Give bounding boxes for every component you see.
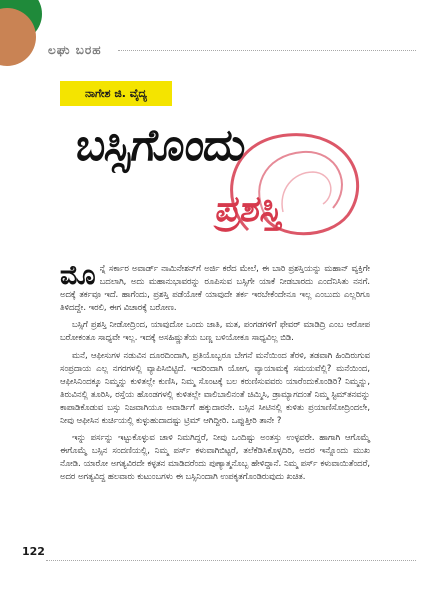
paragraph-2: ಬಸ್ಸಿಗೆ ಪ್ರಶಸ್ತಿ ನೀಡೋದ್ರಿಂದ, ಯಾವುದೋ ಒಂದು ಜಾತಿ, ಮತ, ಪಂಗಡಗಳಿಗೆ ಫೇವರ್ ಮಾಡಿದ್ರಿ ಎಂಬ ಆರೋಪ ಬರೋಕಂತೂ ಸಾಧ್ಯವೇ ಇಲ್ಲ. ಇದಕ್ಕೆ ಅಸಹಿಷ್ಣುತೆಯ ಬಣ್ಣ ಬಳಿಯೋಕೂ ಸಾಧ್ಯವಿಲ್ಲ ಬಿಡಿ. [60,319,370,343]
footer-divider [46,560,416,561]
article-body [60,262,370,488]
title-line-2: ಪ್ರಶಸ್ತಿ [213,188,285,230]
paragraph-1-text: ನ್ನೆ ಸರ್ಕಾರ ಅವಾರ್ಡ್ ನಾಮಿನೇಶನ್‌ಗೆ ಅರ್ಜಿ ಕರೆದ ಮೇಲೆ, ಈ ಬಾರಿ ಪ್ರಶಸ್ತಿಯನ್ನು ಮಹಾನ್ ವ್ಯಕ್ತಿಗೇ ಬದಲಾಗಿ, ಅದು ಮಹಾನುಭಾವರನ್ನು ರೂಪಿಸುವ ಬಸ್ಸಿಗೇ ಯಾಕೆ ನೀಡಬಾರದು ಎಂದೆನಿಸಿತು ನನಗೆ. ಅದಕ್ಕೆ ತರ್ಕವೂ ಇದೆ. ಹಾಗೆಂದು, ಪ್ರಶಸ್ತಿ ಪಡೆಯೋಕೆ ಯಾವುದೇ ತರ್ಕ ಇರಬೇಕೆಂದೇನೂ ಇಲ್ಲ ಎಂಬುದು ಎಲ್ಲರಿಗೂ ತಿಳಿದದ್ದೇ. ಇರಲಿ, ಈಗ ವಿಚಾರಕ್ಕೆ ಬರೋಣ. [60,263,370,313]
author-name: ನಾಗೇಶ ಜಿ. ವೈದ್ಯ [84,86,148,100]
section-divider [118,50,416,51]
page-number: 122 [22,545,45,558]
paragraph-3: ಮನೆ, ಆಫೀಸುಗಳ ನಡುವಿನ ದೂರದಿಂದಾಗಿ, ಪ್ರತಿಯೊಬ್ಬರೂ ಬೇಗನೆ ಮನೆಯಿಂದ ತೆರಳಿ, ತಡವಾಗಿ ಹಿಂದಿರುಗುವ ಸಂಪ್ರದಾಯ ಎಲ್ಲ ನಗರಗಳಲ್ಲಿ ವ್ಯಾಪಿಸಿಬಿಟ್ಟಿದೆ. ಇದರಿಂದಾಗಿ ಯೋಗ, ವ್ಯಾಯಾಮಕ್ಕೆ ಸಮಯವೆಲ್ಲಿ? ಮನೆಯಿಂದ, ಆಫೀಸಿನಿಂದಕ್ಕೂ ನಿಮ್ಮನ್ನು ಕುಳಿತಲ್ಲೇ ಕುಣಿಸಿ, ನಿಮ್ಮ ಸೊಂಟಕ್ಕೆ ಬಲ ಕರುಣಿಸುವವರು ಯಾರೆಂದುಕೊಂಡಿರಿ? ನಿಮ್ಮನ್ನು, ತಿರುವಿನಲ್ಲಿ ತೂರಿಸಿ, ರಸ್ತೆಯ ಹೊಂಡಗಳಲ್ಲಿ ಕುಳಿತಲ್ಲೇ ವಾಲಿಬಾಲಿನಂತೆ ಚಿಮ್ಮಿಸಿ, ಡ್ರಾಮ್ಯಾಗದಂತೆ ನಿಮ್ಮ ಸ್ಟಿಮ್‌ತನವನ್ನು ಕಾಪಾಡಿಕೊಡುವ ಬಸ್ಸು ನಿಜವಾಗಿಯೂ ಅವಾರ್ಡಿಗೆ ಹಕ್ಕುದಾರನೇ. ಬಸ್ಸಿನ ಸೀಟಿನಲ್ಲಿ ಕುಳಿತು ಪ್ರಯಾಣಿಸೋದ್ರಿಂದಲೇ, ನೀವು ಆಫೀಸಿನ ಕುರ್ಚಿಯಲ್ಲಿ ಕುಳ್ಳುಹುದಾದಷ್ಟು ಟ್ರಿಮ್ ಆಗಿದ್ದೀರಿ. ಒಪ್ಪುತ್ತೀರಿ ತಾನೇ ? [60,349,370,426]
title-line-1: ಬಸ್ಸಿಗೊಂದು [73,120,248,171]
article-title [58,112,378,252]
paragraph-4: ಇನ್ನು ಪರ್ಸನ್ನು ಇಟ್ಟುಕೊಳ್ಳುವ ಚಾಳಿ ನಿಮಗಿದ್ದರೆ, ನೀವು ಒಂದಿಷ್ಟು ಅಂತಸ್ತು ಉಳ್ಳವರೇ. ಹಾಗಾಗಿ ಆಗೊಮ್ಮೆ ಈಗೊಮ್ಮೆ ಬಸ್ಸಿನ ಸಂದಣಿಯಲ್ಲಿ, ನಿಮ್ಮ ಪರ್ಸ್ ಕಳುವಾಗಿಬಿಟ್ಟರೆ, ತಲೆಕೆಡಿಸಿಕೊಳ್ಳದಿರಿ, ಅದರ ಇನ್ನೊಂದು ಮುಖ ನೋಡಿ. ಯಾರೋ ಅಗತ್ಯವಿರದೇ ಕಳ್ಳತನ ಮಾಡಿದರೆಂದು ಪುಣ್ಯಾತ್ಮನೊಬ್ಬ ಹೇಳಿದ್ದಾನೆ. ನಿಮ್ಮ ಪರ್ಸ್ ಕಳುವಾಯಿತೆಂದರೆ, ಅದರ ಅಗತ್ಯವಿದ್ದ ಹಲವಾರು ಕುಟುಂಬಗಳು ಈ ಬಸ್ಸಿನಿಂದಾಗಿ ಉಪಕೃತಗೊಂಡಿರುವುದು ಖಚಿತ. [60,432,370,482]
author-badge [60,81,172,106]
section-label: ಲಘು ಬರಹ [48,43,102,57]
drop-cap: ಮೊ [60,260,96,291]
paragraph-1 [60,262,370,314]
